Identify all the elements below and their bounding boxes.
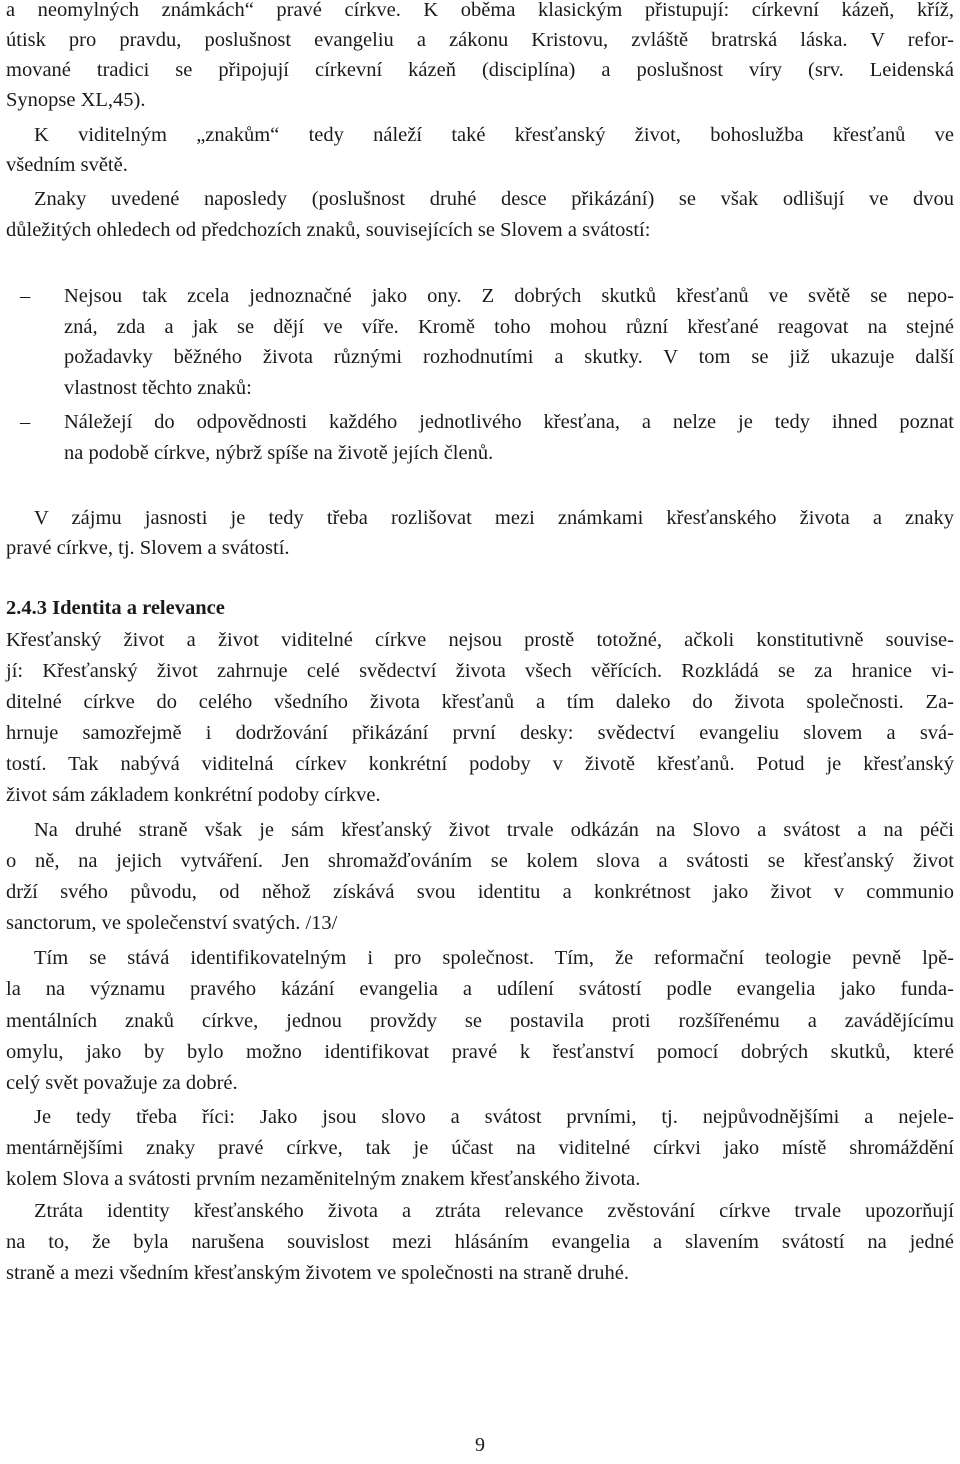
- list-item-line: zná, zda a jak se dějí ve víře. Kromě toho mohou různí křesťané reagovat na stejné: [64, 316, 954, 338]
- paragraph-line: mované tradici se připojují církevní kázeň (disciplína) a poslušnost víry (srv. Leidenská: [6, 59, 954, 81]
- list-item-line: požadavky běžného života různými rozhodnutími a skutky. V tom se již ukazuje další: [64, 346, 954, 368]
- paragraph-line: důležitých ohledech od předchozích znaků, souvisejících se Slovem a svátostí:: [6, 219, 651, 241]
- list-item-line: Nejsou tak zcela jednoznačné jako ony. Z dobrých skutků křesťanů ve světě se nepo-: [64, 285, 954, 307]
- paragraph-line: o ně, na jejich vytváření. Jen shromažďováním se kolem slova a svátosti se křesťanský život: [6, 850, 954, 872]
- paragraph-line: pravé církve, tj. Slovem a svátostí.: [6, 537, 290, 559]
- list-item-line: vlastnost těchto znaků:: [64, 377, 252, 399]
- paragraph-line: kolem Slova a svátosti prvním nezaměnitelným znakem křesťanského života.: [6, 1168, 641, 1190]
- paragraph-line: všedním světě.: [6, 154, 128, 176]
- list-item-line: Náležejí do odpovědnosti každého jednotlivého křesťana, a nelze je tedy ihned poznat: [64, 411, 954, 433]
- paragraph-line: jí: Křesťanský život zahrnuje celé svědectví života všech věřících. Rozkládá se za hranice vi-: [6, 660, 954, 682]
- paragraph-line: tostí. Tak nabývá viditelná církev konkrétní podoby v životě křesťanů. Potud je křesťanský: [6, 753, 954, 775]
- paragraph-line: Tím se stává identifikovatelným i pro společnost. Tím, že reformační teologie pevně lpě-: [34, 947, 954, 969]
- paragraph-line: Je tedy třeba říci: Jako jsou slovo a svátost prvními, tj. nejpůvodnějšími a nejele-: [34, 1106, 954, 1128]
- paragraph-line: sanctorum, ve společenství svatých. /13/: [6, 912, 338, 934]
- paragraph-line: útisk pro pravdu, poslušnost evangeliu a zákonu Kristovu, zvláště bratrská láska. V refor-: [6, 29, 954, 51]
- paragraph-line: Znaky uvedené naposledy (poslušnost druhé desce přikázání) se však odlišují ve dvou: [34, 188, 954, 210]
- paragraph-line: drží svého původu, od něhož získává svou identitu a konkrétnost jako život v communio: [6, 881, 954, 903]
- paragraph-line: Synopse XL,45).: [6, 89, 146, 111]
- paragraph-line: omylu, jako by bylo možno identifikovat pravé k řesťanství pomocí dobrých skutků, které: [6, 1041, 954, 1063]
- list-dash: –: [20, 285, 31, 307]
- paragraph-line: a neomylných známkách“ pravé církve. K oběma klasickým přistupují: církevní kázeň, kříž,: [6, 0, 954, 21]
- paragraph-line: Na druhé straně však je sám křesťanský život trvale odkázán na Slovo a svátost a na péči: [34, 819, 954, 841]
- paragraph-line: ditelné církve do celého všedního života křesťanů a tím daleko do života společnosti. Za-: [6, 691, 954, 713]
- paragraph-line: celý svět považuje za dobré.: [6, 1072, 238, 1094]
- list-dash: –: [20, 411, 31, 433]
- paragraph-line: na to, že byla narušena souvislost mezi hlásáním evangelia a slavením svátostí na jedné: [6, 1231, 954, 1253]
- page-number: 9: [475, 1434, 485, 1456]
- paragraph-line: Křesťanský život a život viditelné církve nejsou prostě totožné, ačkoli konstitutivně souvise-: [6, 629, 954, 651]
- paragraph-line: Ztráta identity křesťanského života a ztráta relevance zvěstování církve trvale upozorňují: [34, 1200, 954, 1222]
- paragraph-line: la na významu pravého kázání evangelia a udílení svátostí podle evangelia jako funda-: [6, 978, 954, 1000]
- section-heading: 2.4.3 Identita a relevance: [6, 597, 225, 619]
- paragraph-line: mentálních znaků církve, jednou provždy se postavila proti rozšířenému a zavádějícímu: [6, 1010, 954, 1032]
- paragraph-line: život sám základem konkrétní podoby církve.: [6, 784, 381, 806]
- list-item-line: na podobě církve, nýbrž spíše na životě jejích členů.: [64, 442, 494, 464]
- paragraph-line: hrnuje samozřejmě i dodržování přikázání první desky: svědectví evangeliu slovem a svá-: [6, 722, 954, 744]
- paragraph-line: K viditelným „znakům“ tedy náleží také křesťanský život, bohoslužba křesťanů ve: [34, 124, 954, 146]
- paragraph-line: V zájmu jasnosti je tedy třeba rozlišovat mezi známkami křesťanského života a znaky: [34, 507, 954, 529]
- paragraph-line: mentárnějšími znaky pravé církve, tak je účast na viditelné církvi jako místě shromáždění: [6, 1137, 954, 1159]
- paragraph-line: straně a mezi všedním křesťanským životem ve společnosti na straně druhé.: [6, 1262, 630, 1284]
